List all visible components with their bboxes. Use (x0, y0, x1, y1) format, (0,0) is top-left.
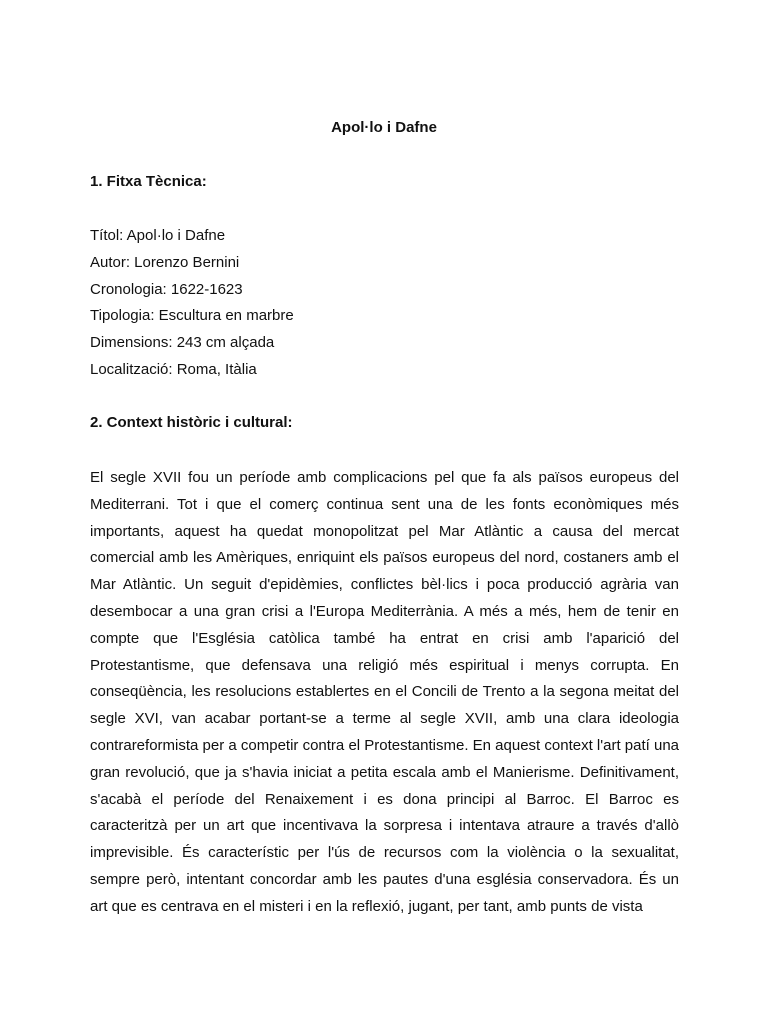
technical-sheet-item-location: Localització: Roma, Itàlia (90, 360, 257, 378)
technical-sheet-list (90, 226, 294, 387)
section-heading-fitxa-tecnica: 1. Fitxa Tècnica: (90, 173, 207, 190)
technical-sheet-item-typology: Tipologia: Escultura en marbre (90, 307, 294, 325)
technical-sheet-item-chronology: Cronologia: 1622-1623 (90, 280, 243, 298)
context-paragraph: El segle XVII fou un període amb complicacions pel que fa als països europeus del Mediterrani. Tot i que el comerç continua sent una de les fonts econòmiques més importants, aquest ha quedat monopolitzat pel Mar Atlàntic a causa del mercat comercial amb les Amèriques, enriquint els països europeus del nord, costaners amb el Mar Atlàntic. Un seguit d'epidèmies, conflictes bèl·lics i poca producció agrària van desembocar a una gran crisi a l'Europa Mediterrània. A més a més, hem de tenir en compte que l'Església catòlica també ha entrat en crisi amb l'aparició del Protestantisme, que defensava una religió més espiritual i menys corrupta. En conseqüència, les resolucions establertes en el Concili de Trento a la segona meitat del segle XVI, van acabar portant-se a terme al segle XVII, amb una clara ideologia contrareformista per a competir contra el Protestantisme. En aquest context l'art patí una gran revolució, que ja s'havia iniciat a petita escala amb el Manierisme. Definitivament, s'acabà el període del Renaixement i es dona principi al Barroc. El Barroc es caracteritzà per un art que incentivava la sorpresa i intentava atraure a través d'allò imprevisible. És característic per l'ús de recursos com la violència o la sexualitat, sempre però, intentant concordar amb les pautes d'una església conservadora. És un art que es centrava en el misteri i en la reflexió, jugant, per tant, amb punts de vista (90, 469, 679, 915)
technical-sheet-item-dimensions: Dimensions: 243 cm alçada (90, 334, 275, 352)
section-heading-context: 2. Context històric i cultural: (90, 414, 293, 431)
document-title: Apol·lo i Dafne (331, 119, 437, 136)
technical-sheet-item-author: Autor: Lorenzo Bernini (90, 253, 240, 271)
technical-sheet-item-title: Títol: Apol·lo i Dafne (90, 227, 226, 244)
